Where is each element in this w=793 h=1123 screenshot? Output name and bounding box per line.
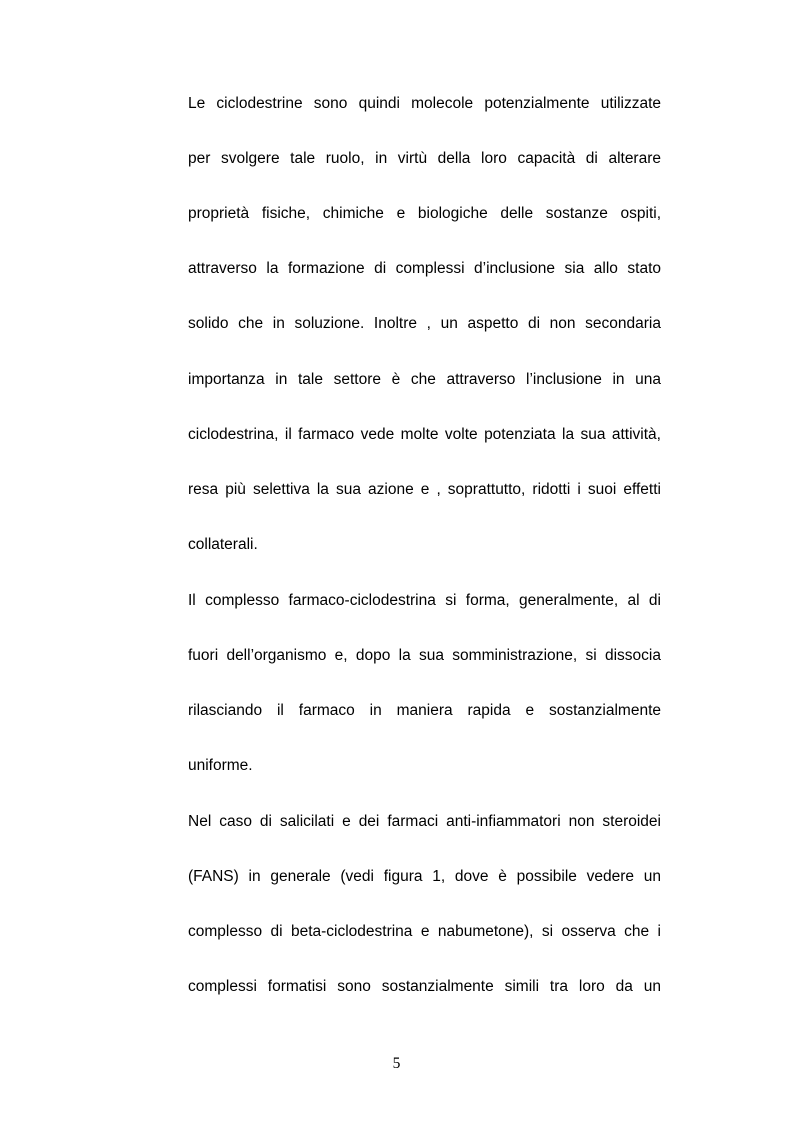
page-number: 5 <box>392 1055 401 1072</box>
text-line: importanza in tale settore è che attraverso l’inclusione in una <box>188 371 661 388</box>
text-line: ciclodestrina, il farmaco vede molte volte potenziata la sua attività, <box>188 426 661 443</box>
text-line: Il complesso farmaco-ciclodestrina si forma, generalmente, al di <box>188 592 661 609</box>
text-line: collaterali. <box>188 536 258 553</box>
text-line: solido che in soluzione. Inoltre , un aspetto di non secondaria <box>188 315 661 332</box>
text-line: per svolgere tale ruolo, in virtù della loro capacità di alterare <box>188 150 661 167</box>
text-line: complesso di beta-ciclodestrina e nabumetone), si osserva che i <box>188 923 661 940</box>
text-line: Nel caso di salicilati e dei farmaci anti-infiammatori non steroidei <box>188 813 661 830</box>
text-line: uniforme. <box>188 757 253 774</box>
text-line: (FANS) in generale (vedi figura 1, dove è possibile vedere un <box>188 868 661 885</box>
text-line: fuori dell’organismo e, dopo la sua somministrazione, si dissocia <box>188 647 661 664</box>
text-line: complessi formatisi sono sostanzialmente simili tra loro da un <box>188 978 661 995</box>
text-line: attraverso la formazione di complessi d’inclusione sia allo stato <box>188 260 661 277</box>
text-line: proprietà fisiche, chimiche e biologiche delle sostanze ospiti, <box>188 205 661 222</box>
text-line: Le ciclodestrine sono quindi molecole potenzialmente utilizzate <box>188 95 661 112</box>
text-line: resa più selettiva la sua azione e , soprattutto, ridotti i suoi effetti <box>188 481 661 498</box>
text-line: rilasciando il farmaco in maniera rapida e sostanzialmente <box>188 702 661 719</box>
